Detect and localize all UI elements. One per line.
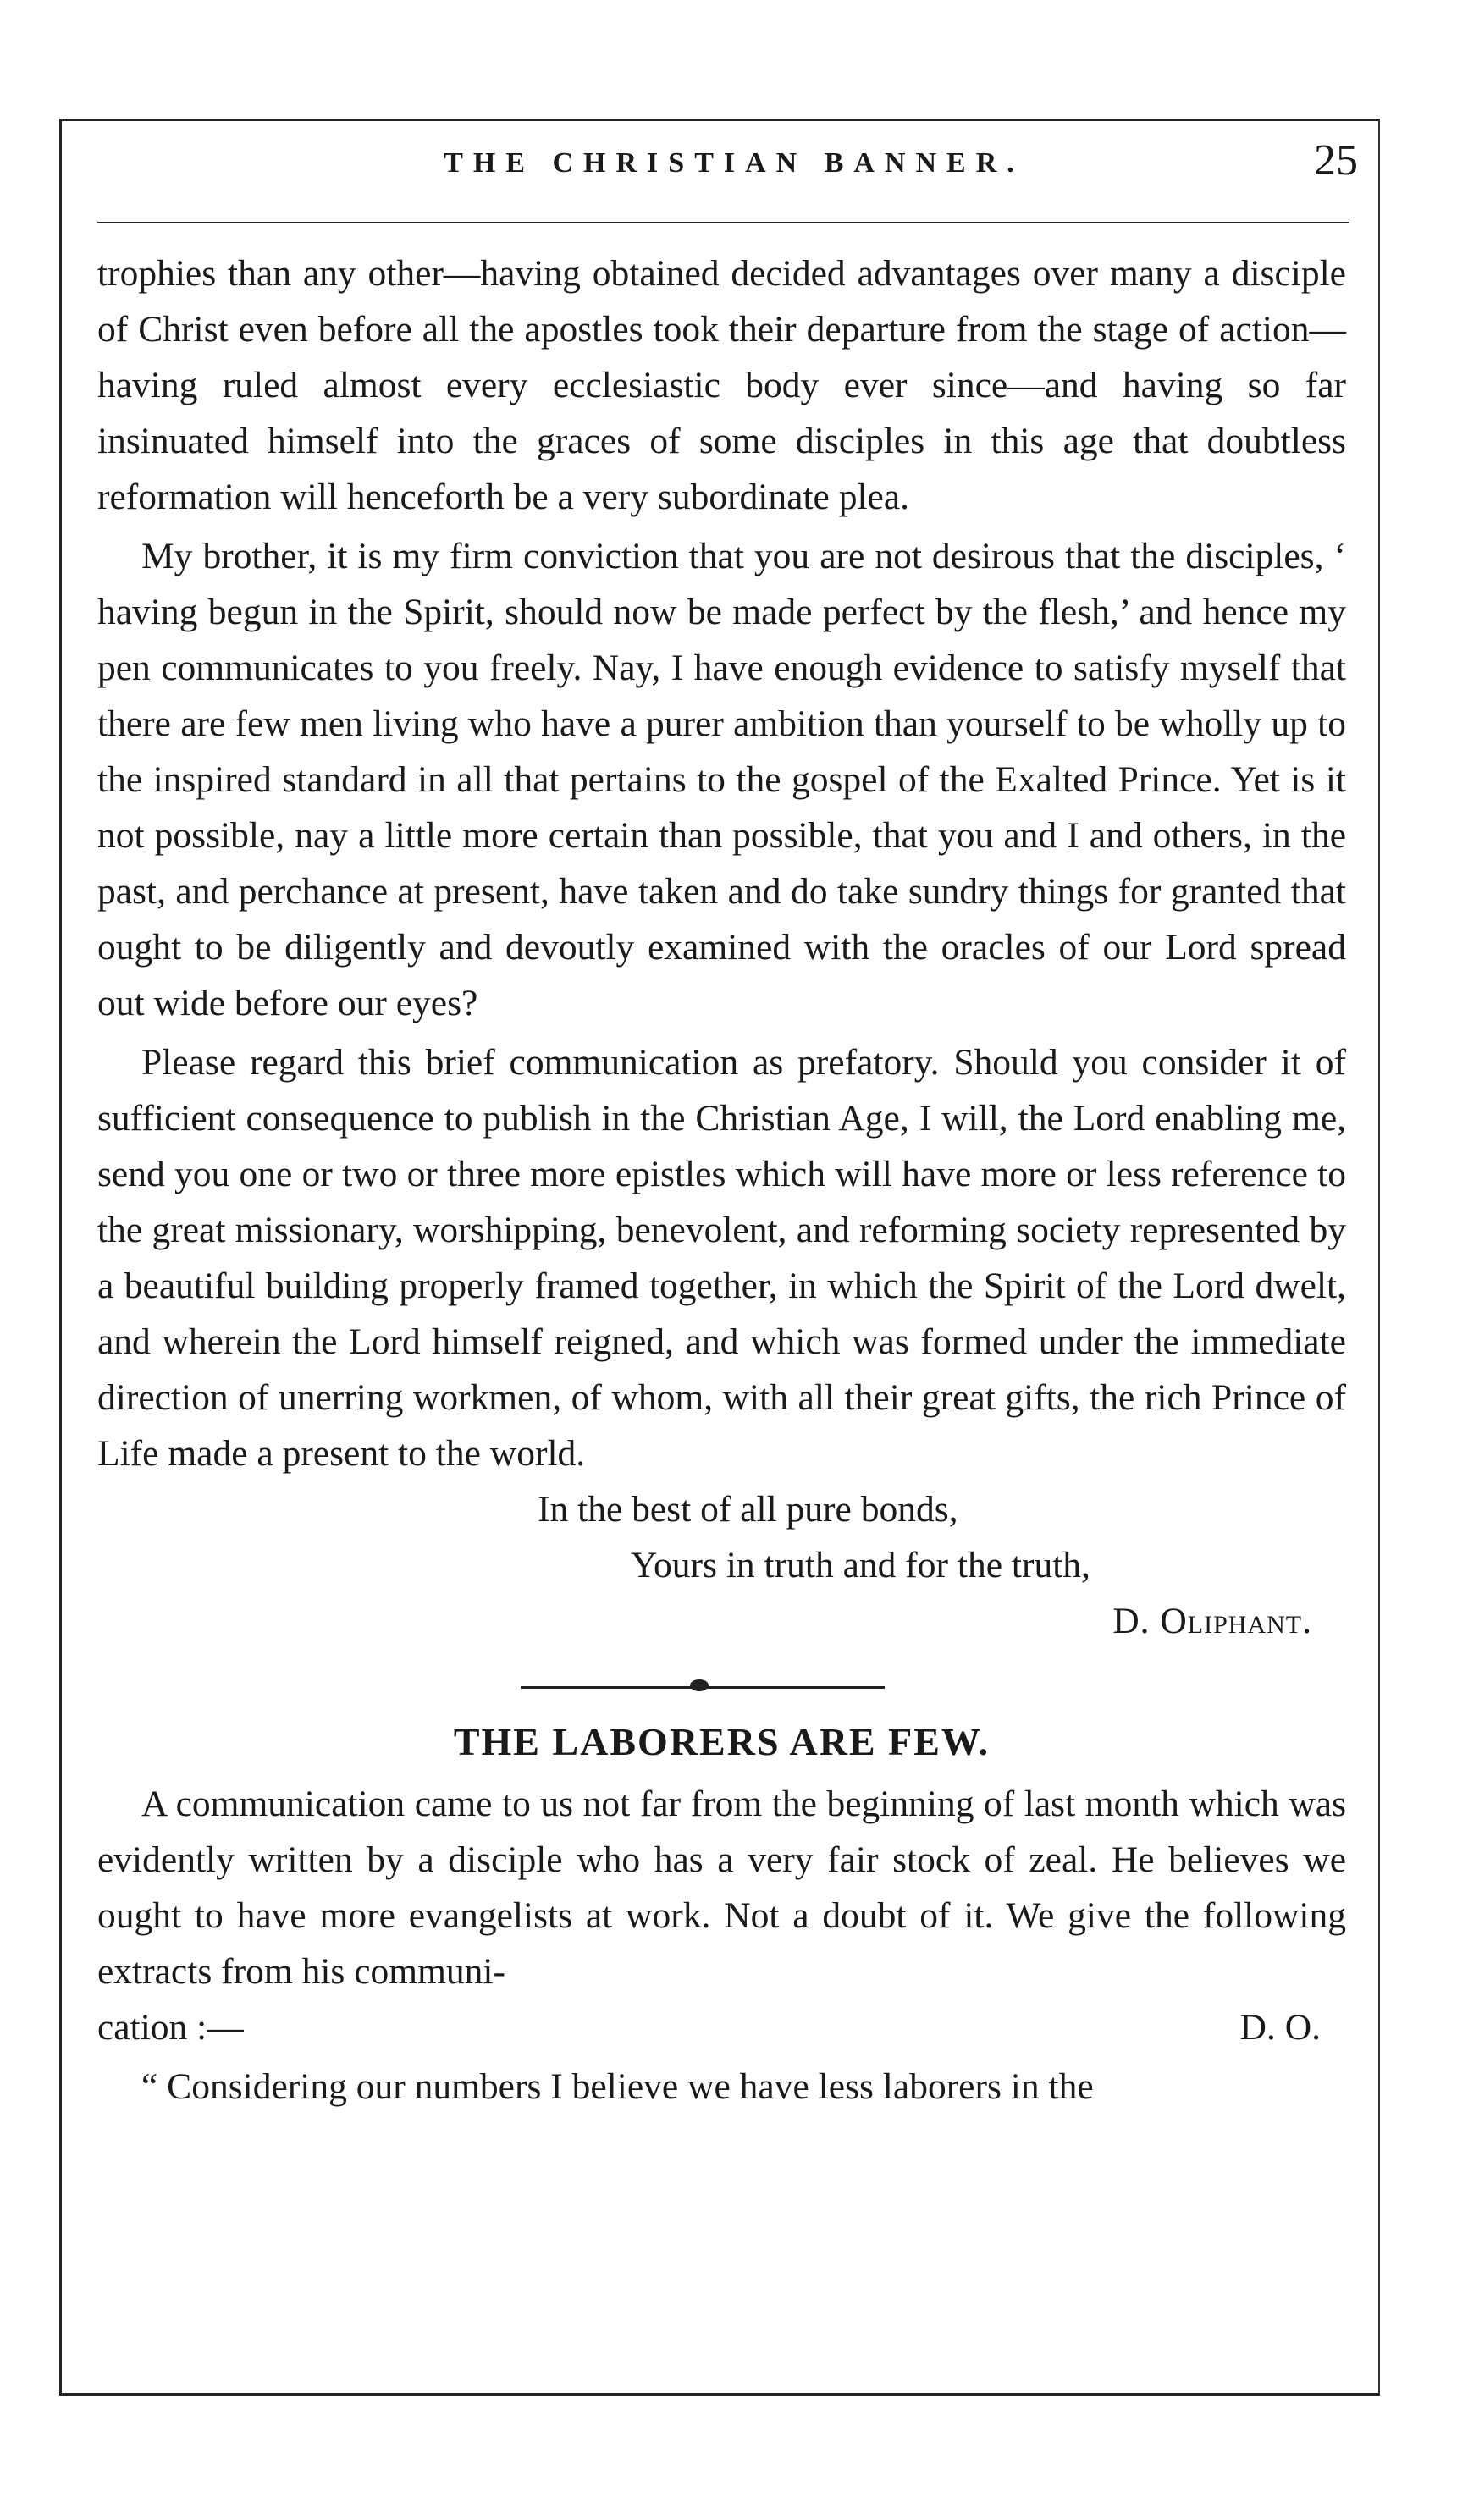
running-title: THE CHRISTIAN BANNER. — [444, 147, 1024, 179]
communication-attribution — [97, 1999, 1346, 2055]
signoff-signature — [97, 1593, 1346, 1649]
page-number: 25 — [1314, 136, 1358, 185]
running-header — [0, 135, 1468, 195]
paragraph-prefatory: Please regard this brief communication as prefatory. Should you consider it of sufficient consequence to publish in the Christian Age, I will, the Lord enabling me, send you one or two or three more epistles which will have more or less reference to the great missionary, worshipping, benevolent, and reforming society represented by a beautiful building properly framed together, in which the Spirit of the Lord dwelt, and wherein the Lord himself reigned, and which was formed under the immediate direction of unerring workmen, of whom, with all their great gifts, the rich Prince of Life made a present to the world. — [97, 1042, 1346, 1474]
cation-text: cation :— — [97, 2007, 244, 2048]
letter-signoff — [97, 1481, 1346, 1649]
section-title: THE LABORERS ARE FEW. — [453, 1720, 991, 1763]
page-content — [97, 245, 1346, 2115]
header-rule — [97, 222, 1349, 223]
section-divider — [97, 1649, 1346, 1708]
paragraph-communication: A communication came to us not far from the beginning of last month which was evidently written by a disciple who has a very fair stock of zeal. He believes we ought to have more evangelists at work. Not a doubt of it. We give the following extracts from his communi- — [97, 1784, 1346, 1992]
signature-surname: Oliphant. — [1160, 1601, 1312, 1641]
divider-ornament — [690, 1679, 709, 1691]
signoff-salutation: In the best of all pure bonds, — [538, 1489, 958, 1530]
editor-initials: D. O. — [1239, 2007, 1321, 2048]
signature-initial: D. — [1112, 1601, 1161, 1641]
signoff-closing: Yours in truth and for the truth, — [631, 1545, 1090, 1585]
paragraph-brother: My brother, it is my firm conviction that you are not desirous that the disciples, ‘ having begun in the Spirit, should now be made perfect by the flesh,’ and hence my pen communicates to you freely. Nay, I have enough evidence to satisfy myself that there are few men living who have a purer ambition than yourself to be wholly up to the inspired standard in all that pertains to the gospel of the Exalted Prince. Yet is it not possible, nay a little more certain than possible, that you and I and others, in the past, and perchance at present, have taken and do take sundry things for granted that ought to be diligently and devoutly examined with the oracles of our Lord spread out wide before our eyes? — [97, 536, 1346, 1023]
paragraph-continuation: trophies than any other—having obtained decided advantages over many a disciple of Christ even before all the apostles took their departure from the stage of action—having ruled almost every ecclesiastic body ever since—and having so far insinuated himself into the graces of some disciples in this age that doubtless reformation will henceforth be a very subordinate plea. — [97, 253, 1346, 517]
quote-start: “ Considering our numbers I believe we have less laborers in the — [141, 2066, 1094, 2107]
